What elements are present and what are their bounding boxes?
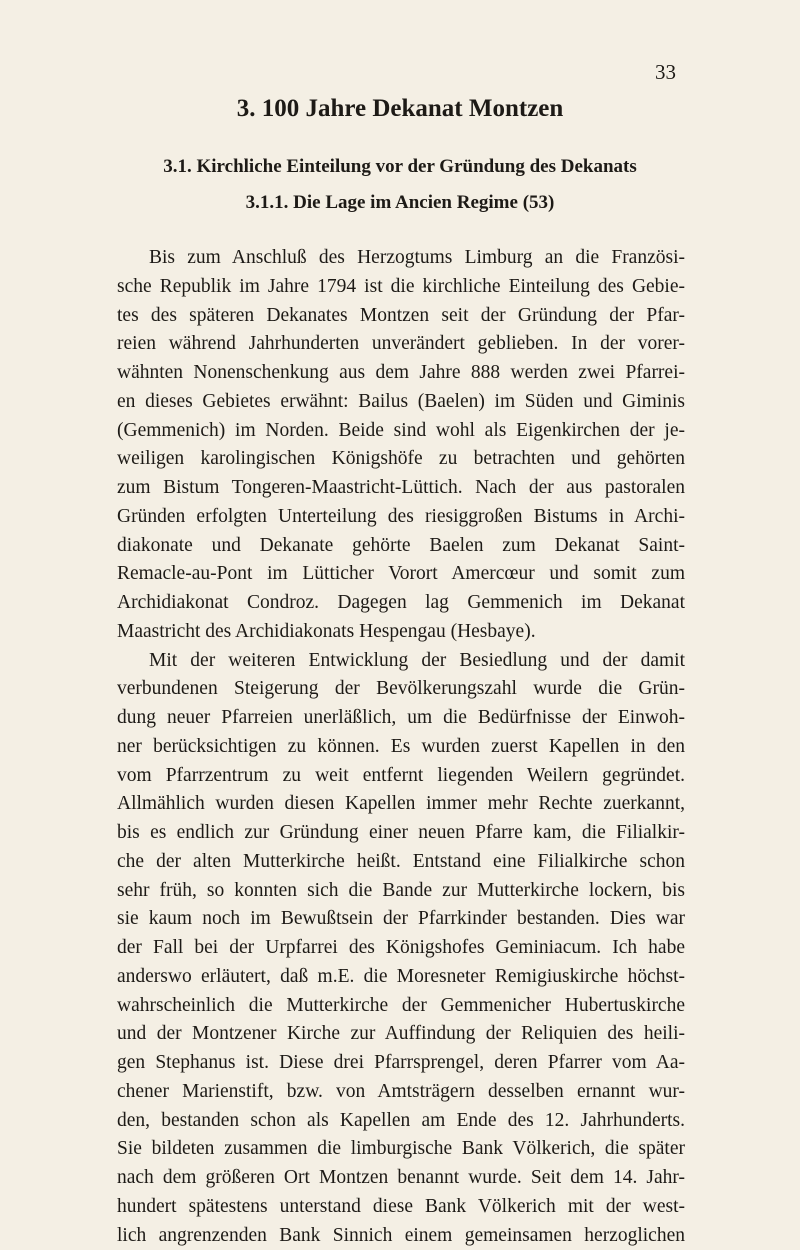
subsection-heading-title: 3.1.1. Die Lage im Ancien Regime [246, 192, 518, 213]
text-line: Maastricht des Archidiakonats Hespengau (Hesbaye). [117, 618, 685, 647]
text-line: chener Marienstift, bzw. von Amtsträgern desselben ernannt wur- [117, 1078, 685, 1107]
text-line: ner berücksichtigen zu können. Es wurden zuerst Kapellen in den [117, 733, 685, 762]
text-line: wähnten Nonenschenkung aus dem Jahre 888 werden zwei Pfarrei- [117, 359, 685, 388]
text-line: lich angrenzenden Bank Sinnich einem gemeinsamen herzoglichen [117, 1222, 685, 1250]
text-line: verbundenen Steigerung der Bevölkerungszahl wurde die Grün- [117, 675, 685, 704]
text-line: che der alten Mutterkirche heißt. Entstand eine Filialkirche schon [117, 848, 685, 877]
text-line: Mit der weiteren Entwicklung der Besiedlung und der damit [117, 647, 685, 676]
text-line: sche Republik im Jahre 1794 ist die kirchliche Einteilung des Gebie- [117, 273, 685, 302]
text-line: reien während Jahrhunderten unverändert geblieben. In der vorer- [117, 330, 685, 359]
text-line: Sie bildeten zusammen die limburgische Bank Völkerich, die später [117, 1135, 685, 1164]
section-heading: 3.1. Kirchliche Einteilung vor der Gründung des Dekanats [0, 156, 800, 178]
text-line: Allmählich wurden diesen Kapellen immer mehr Rechte zuerkannt, [117, 790, 685, 819]
text-line: Archidiakonat Condroz. Dagegen lag Gemmenich im Dekanat [117, 589, 685, 618]
text-line: en dieses Gebietes erwähnt: Bailus (Baelen) im Süden und Giminis [117, 388, 685, 417]
page-number: 33 [636, 60, 676, 85]
text-line: nach dem größeren Ort Montzen benannt wurde. Seit dem 14. Jahr- [117, 1164, 685, 1193]
text-line: Gründen erfolgten Unterteilung des riesiggroßen Bistums in Archi- [117, 503, 685, 532]
text-line: tes des späteren Dekanates Montzen seit der Gründung der Pfar- [117, 302, 685, 331]
text-line: bis es endlich zur Gründung einer neuen Pfarre kam, die Filialkir- [117, 819, 685, 848]
text-line: weiligen karolingischen Königshöfe zu betrachten und gehörten [117, 445, 685, 474]
subsection-heading-footnote-ref: (53) [518, 192, 554, 213]
text-line: zum Bistum Tongeren-Maastricht-Lüttich. Nach der aus pastoralen [117, 474, 685, 503]
text-line: Remacle-au-Pont im Lütticher Vorort Amercœur und somit zum [117, 560, 685, 589]
text-line: gen Stephanus ist. Diese drei Pfarrsprengel, deren Pfarrer vom Aa- [117, 1049, 685, 1078]
text-line: hundert spätestens unterstand diese Bank Völkerich mit der west- [117, 1193, 685, 1222]
text-line: diakonate und Dekanate gehörte Baelen zum Dekanat Saint- [117, 532, 685, 561]
text-line: und der Montzener Kirche zur Auffindung der Reliquien des heili- [117, 1020, 685, 1049]
chapter-title: 3. 100 Jahre Dekanat Montzen [0, 95, 800, 123]
text-line: wahrscheinlich die Mutterkirche der Gemmenicher Hubertuskirche [117, 992, 685, 1021]
text-line: sie kaum noch im Bewußtsein der Pfarrkinder bestanden. Dies war [117, 905, 685, 934]
text-line: (Gemmenich) im Norden. Beide sind wohl als Eigenkirchen der je- [117, 417, 685, 446]
text-line: Bis zum Anschluß des Herzogtums Limburg an die Französi- [117, 244, 685, 273]
text-line: vom Pfarrzentrum zu weit entfernt liegenden Weilern gegründet. [117, 762, 685, 791]
text-line: der Fall bei der Urpfarrei des Königshofes Geminiacum. Ich habe [117, 934, 685, 963]
text-line: den, bestanden schon als Kapellen am Ende des 12. Jahrhunderts. [117, 1107, 685, 1136]
text-line: sehr früh, so konnten sich die Bande zur Mutterkirche lockern, bis [117, 877, 685, 906]
text-line: dung neuer Pfarreien unerläßlich, um die Bedürfnisse der Einwoh- [117, 704, 685, 733]
body-text [117, 244, 685, 1250]
text-line: anderswo erläutert, daß m.E. die Moresneter Remigiuskirche höchst- [117, 963, 685, 992]
subsection-heading [0, 192, 800, 214]
